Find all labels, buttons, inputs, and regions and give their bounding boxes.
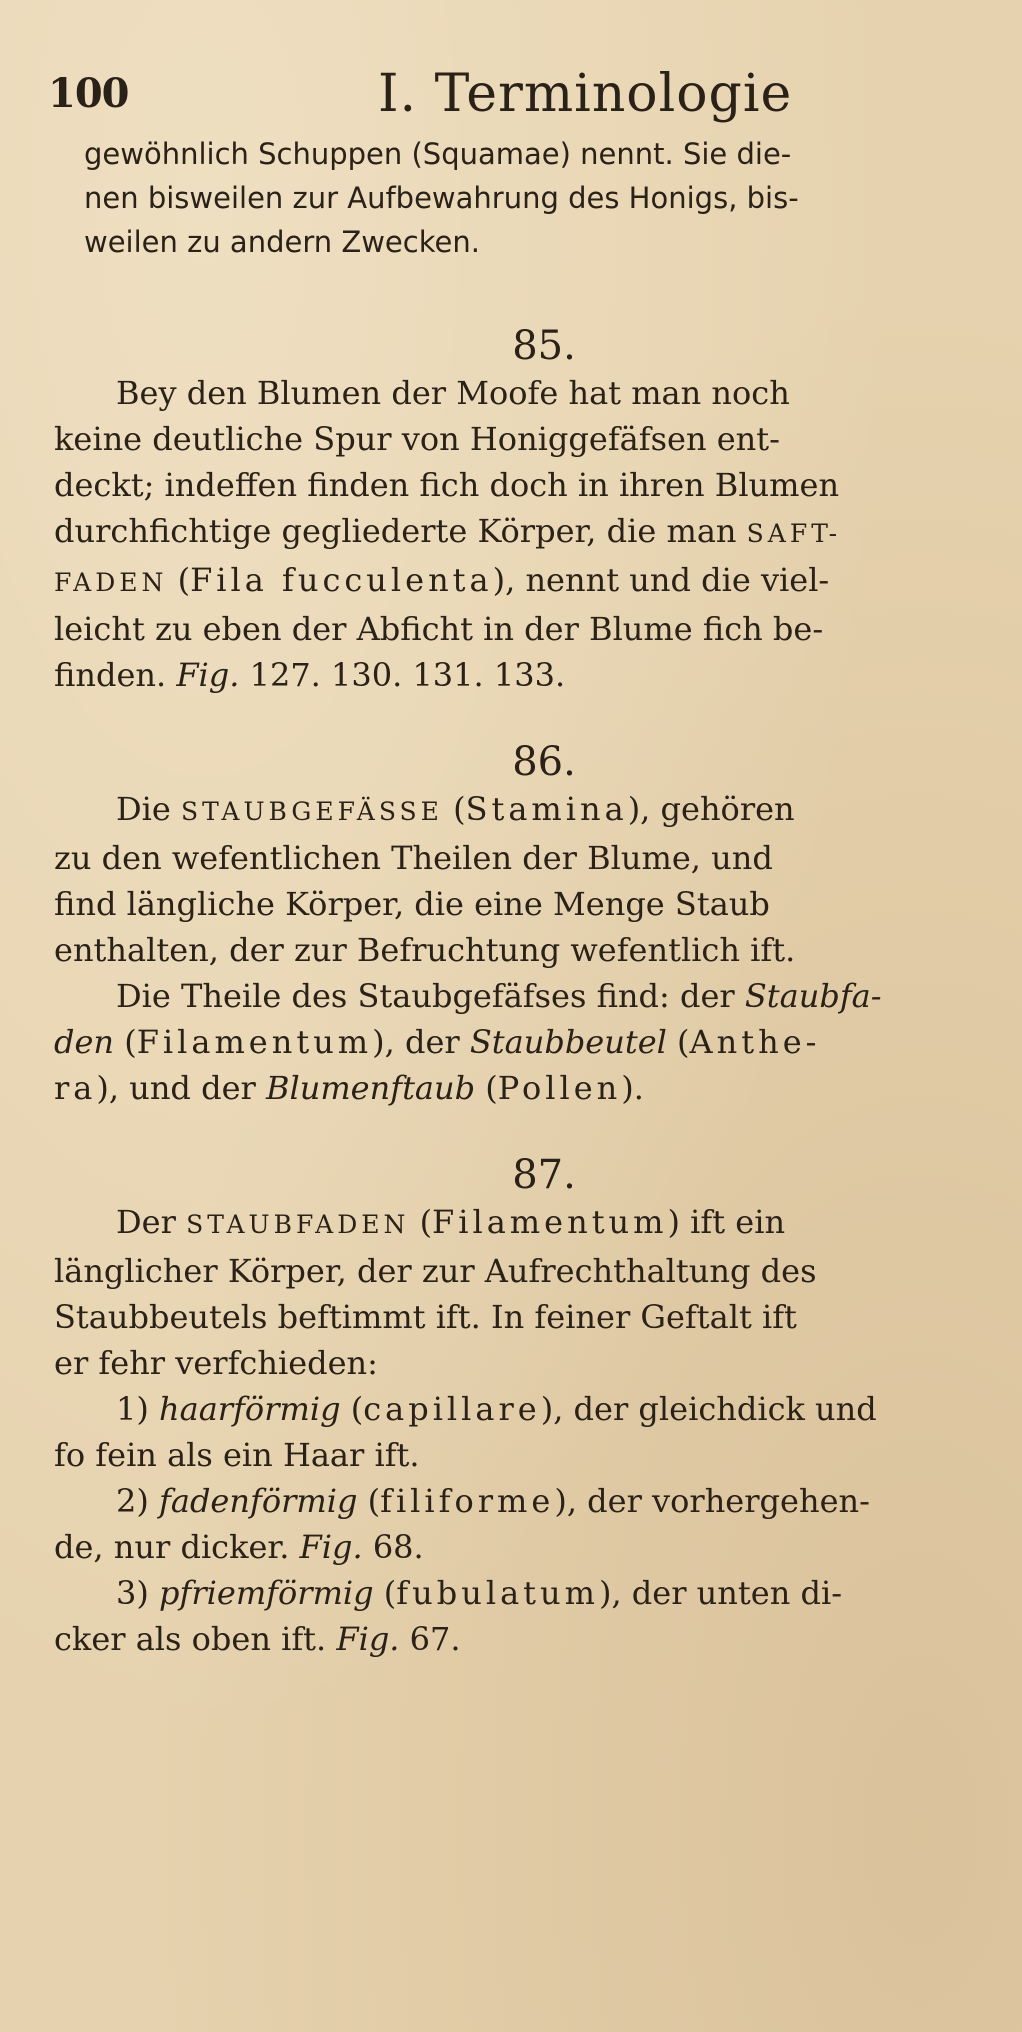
text-run: ( [485,1069,498,1107]
text-line: Staubbeutels beftimmt ift. In feiner Geftalt ift [54,1298,797,1336]
list-item-1 [54,1386,1014,1432]
text-run: ( [177,561,191,599]
text-run: ( [419,1203,433,1241]
latin-term: ra [54,1069,97,1107]
text-line: fo fein als ein Haar ift. [54,1436,420,1474]
text-line [54,1524,1014,1570]
figure-reference: Fig. [299,1528,363,1566]
text-run: ), der gleichdick und [540,1390,877,1428]
text-run: Die Theile des Staubgefäfses find: der [116,977,735,1015]
text-run: ( [383,1574,397,1612]
italic-term: den [54,1023,115,1061]
text-line: weilen zu andern Zwecken. [84,225,480,259]
text-line [54,1019,1014,1065]
italic-term: Staubfa- [744,977,882,1015]
intro-paragraph [84,132,984,264]
list-marker: 3) [116,1574,149,1612]
text-run: durchfichtige gegliederte Körper, die man [54,512,737,550]
figure-reference: Fig. [336,1620,400,1658]
text-line: leicht zu eben der Abficht in der Blume fich be- [54,610,824,648]
latin-term: fubulatum [396,1574,599,1612]
page-number: 100 [48,70,129,117]
text-line [54,1065,1014,1111]
text-run: ( [367,1482,381,1520]
section-86-paragraph [54,786,1014,1111]
text-line [54,652,1014,698]
running-title: I. Terminologie [378,64,793,124]
latin-term: Pollen [497,1069,622,1107]
text-run: finden. [54,656,167,694]
text-line: deckt; indeffen finden fich doch in ihren Blumen [54,466,840,504]
text-line: er fehr verfchieden: [54,1344,378,1382]
text-run: ( [453,790,466,828]
text-line [54,1616,1014,1662]
term-small-caps: FADEN [54,568,168,597]
latin-term: capillare [363,1390,541,1428]
text-line [54,1199,1014,1248]
text-run: cker als oben ift. [54,1620,327,1658]
figure-reference: Fig. [176,656,240,694]
term-small-caps: STAUBFADEN [186,1210,410,1239]
italic-term: Staubbeutel [469,1023,667,1061]
text-line: Bey den Blumen der Moofe hat man noch [116,374,790,412]
text-run: de, nur dicker. [54,1528,290,1566]
text-run: ). [621,1069,644,1107]
text-line [54,508,1014,557]
text-line [54,786,1014,835]
text-run: ), der [372,1023,460,1061]
page-header [48,62,962,122]
text-line: länglicher Körper, der zur Aufrechthaltung des [54,1252,817,1290]
latin-term: Fila fucculenta [190,561,493,599]
figure-numbers: 67. [409,1620,461,1658]
page-body [54,132,1014,1662]
section-number-87: 87. [512,1152,576,1198]
text-run: ), der unten di- [598,1574,842,1612]
figure-numbers: 127. 130. 131. 133. [249,656,566,694]
text-line: find längliche Körper, die eine Menge Staub [54,885,770,923]
section-number-86: 86. [512,739,576,785]
text-run: ), gehören [627,790,795,828]
text-run: ( [677,1023,690,1061]
text-run: ) ift ein [667,1203,786,1241]
figure-numbers: 68. [372,1528,424,1566]
italic-term: fadenförmig [159,1482,358,1520]
italic-term: pfriemförmig [159,1574,374,1612]
text-run: ( [124,1023,137,1061]
latin-term: Anthe- [689,1023,821,1061]
text-line: nen bisweilen zur Aufbewahrung des Honigs, bis- [84,181,799,215]
section-number-85: 85. [512,323,576,369]
text-line: zu den wefentlichen Theilen der Blume, und [54,839,773,877]
text-line: gewöhnlich Schuppen (Squamae) nennt. Sie die- [84,137,792,171]
italic-term: Blumenftaub [265,1069,476,1107]
list-marker: 2) [116,1482,149,1520]
latin-term: Filamentum [432,1203,668,1241]
term-small-caps: STAUBGEFÄSSE [181,797,443,826]
latin-term: Stamina [465,790,628,828]
term-small-caps: SAFT- [746,519,842,548]
text-line [54,557,1014,606]
section-87-paragraph [54,1199,1014,1662]
text-run: ), und der [96,1069,256,1107]
text-run: ), der vorhergehen- [554,1482,870,1520]
text-line: enthalten, der zur Befruchtung wefentlich ift. [54,931,796,969]
text-run: Die [116,790,171,828]
text-line: keine deutliche Spur von Honiggefäfsen ent- [54,420,780,458]
latin-term: Filamentum [136,1023,373,1061]
section-85-paragraph [54,370,1014,698]
text-run: Der [116,1203,176,1241]
list-marker: 1) [116,1390,149,1428]
italic-term: haarförmig [159,1390,341,1428]
latin-term: filiforme [380,1482,555,1520]
text-run: ( [350,1390,364,1428]
text-line [54,973,1014,1019]
list-item-2 [54,1478,1014,1524]
text-run: ), nennt und die viel- [492,561,830,599]
list-item-3 [54,1570,1014,1616]
